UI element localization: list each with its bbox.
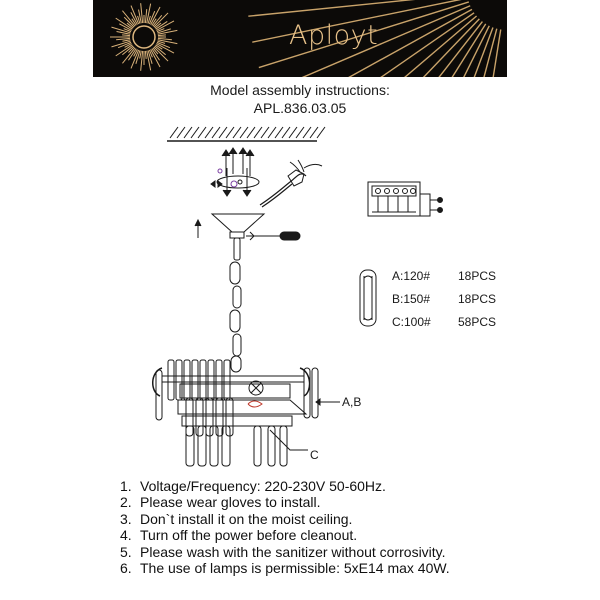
brand-logo: Aployt <box>289 20 379 51</box>
crystal-prism-icon <box>360 270 376 326</box>
list-item: 6. The use of lamps is permissible: 5xE14 max 40W. <box>120 559 450 576</box>
chain <box>230 238 241 372</box>
terminal-block <box>368 182 443 216</box>
part-c-qty: 58PCS <box>458 315 497 329</box>
instructions-list <box>120 478 450 576</box>
part-b-code: B:150# <box>392 292 431 306</box>
list-item: 5. Please wash with the sanitizer without corrosivity. <box>120 543 446 560</box>
canopy <box>195 214 264 238</box>
callout-ab-label: A,B <box>342 395 362 409</box>
list-item: 3. Don`t install it on the moist ceiling. <box>120 510 353 527</box>
list-item: 4. Turn off the power before cleanout. <box>120 527 358 544</box>
part-a-qty: 18PCS <box>458 269 497 283</box>
list-item: 1. Voltage/Frequency: 220-230V 50-60Hz. <box>120 478 386 494</box>
part-b-qty: 18PCS <box>458 292 497 306</box>
model-number: APL.836.03.05 <box>253 100 347 116</box>
list-item: 2. Please wear gloves to install. <box>120 494 321 511</box>
part-c-code: C:100# <box>392 315 431 329</box>
mounting-plate <box>211 148 259 196</box>
part-a-code: A:120# <box>392 269 431 283</box>
doc-title: Model assembly instructions: <box>210 82 390 98</box>
callout-c-label: C <box>310 448 319 462</box>
ceiling-hatch <box>167 127 325 141</box>
